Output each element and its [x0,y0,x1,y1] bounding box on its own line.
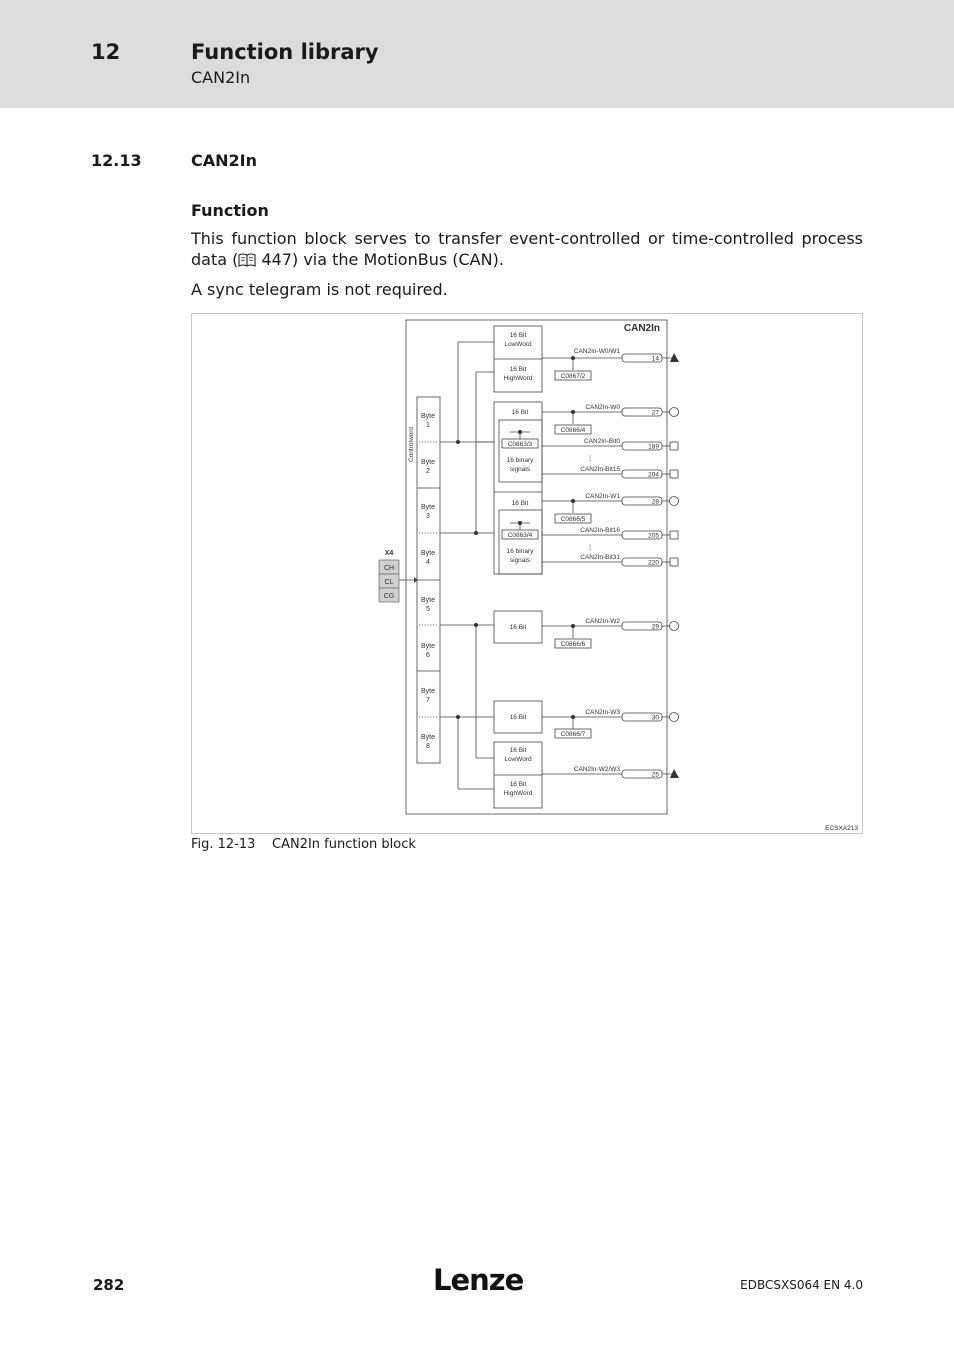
description-paragraph [191,228,863,270]
byte-number: 4 [426,559,430,566]
box-label: 16 binary [506,457,534,464]
box-label: LowWord [504,341,532,348]
x4-connector-label: X4 [384,550,394,557]
output-label: CAN2In-Bit0 [583,438,620,445]
byte-label: Byte [420,504,436,511]
code-label: C0867/2 [560,373,586,380]
x4-pin: CG [383,593,395,600]
byte-label: Byte [420,413,436,420]
output-number: 27 [651,409,659,417]
output-number: 205 [648,532,659,540]
function-heading: Function [191,201,269,220]
byte-label: Byte [420,734,436,741]
byte-number: 3 [426,513,430,520]
box-label: LowWord [504,756,532,763]
box-label: HighWord [503,790,533,797]
byte-number: 2 [426,468,430,475]
figure-caption-text: CAN2In function block [272,837,416,852]
output-label: CAN2In-W0 [585,404,620,411]
block-title: CAN2In [623,323,660,334]
section-number: 12.13 [91,151,142,170]
ellipsis: ⋮ [586,544,594,551]
box-label: 16 Bit [509,332,527,339]
byte-label: Byte [420,643,436,650]
figure-code: ECSXA213 [825,825,858,832]
section-title: CAN2In [191,151,257,170]
output-number: 25 [651,771,659,779]
code-label: C0866/4 [560,427,586,434]
document-reference: EDBCSXS064 EN 4.0 [740,1278,863,1292]
code-label: C0866/7 [560,731,586,738]
byte-number: 6 [426,652,430,659]
output-label: CAN2In-W2 [585,618,620,625]
ellipsis: ⋮ [586,455,594,462]
w2w3-output-triangle-icon [670,769,679,778]
output-label: CAN2In-W0/W1 [573,348,620,355]
lenze-logo: Lenze [433,1263,524,1297]
box-label: 16 binary [506,548,534,555]
output-label: CAN2In-Bit31 [580,554,620,561]
box-label: 16 Bit [509,747,527,754]
chapter-header-band [0,0,954,108]
byte-label: Byte [420,688,436,695]
controlword-label: Controlword [408,426,415,462]
byte-number: 8 [426,743,430,750]
page-reference-link[interactable]: 447) via the MotionBus (CAN). [256,250,504,269]
box-label: 16 Bit [509,366,527,373]
code-label: C0866/6 [560,641,586,648]
box-label: 16 Bit [511,409,529,416]
w1-binary-box [499,510,542,574]
byte-label: Byte [420,459,436,466]
output-label: CAN2In-W1 [585,493,620,500]
page-number: 282 [93,1276,125,1294]
box-label: HighWord [503,375,533,382]
code-label: C0866/5 [560,516,586,523]
output-number: 29 [651,623,659,631]
output-label: CAN2In-Bit16 [580,527,620,534]
code-label: C0863/3 [507,441,533,448]
output-number: 220 [648,559,659,567]
box-label: 16 Bit [509,781,527,788]
output-number: 30 [651,714,659,722]
code-label: C0863/4 [507,532,533,539]
byte-label: Byte [420,550,436,557]
output-number: 204 [648,471,659,479]
byte-number: 7 [426,697,430,704]
chapter-number: 12 [91,40,121,64]
paragraph-text-start: This function block serves to transfer event-controlled or time-controlled process data ( [191,229,863,269]
sync-note-paragraph: A sync telegram is not required. [191,280,448,299]
output-label: CAN2In-W3 [585,709,620,716]
w0w1-output-triangle-icon [670,353,679,362]
output-number: 189 [648,443,659,451]
chapter-subtitle: CAN2In [191,68,251,87]
can2in-figure [191,313,863,834]
x4-pin: CH [383,565,395,572]
output-label: CAN2In-Bit15 [580,466,620,473]
can2in-block-frame [406,320,667,814]
chapter-title: Function library [191,40,379,64]
box-label: 16 Bit [509,714,527,721]
byte-number: 1 [426,422,430,429]
box-label: signals [509,557,531,564]
box-label: 16 Bit [511,500,529,507]
output-number: 14 [651,355,659,363]
byte-label: Byte [420,597,436,604]
can2in-function-block-diagram [192,314,864,835]
x4-pin: CL [384,579,394,586]
figure-caption-number: Fig. 12-13 [191,837,256,852]
book-reference-icon [238,253,256,267]
box-label: 16 Bit [509,624,527,631]
box-label: signals [509,466,531,473]
output-label: CAN2In-W2/W3 [573,766,620,773]
output-number: 28 [651,498,659,506]
byte-number: 5 [426,606,430,613]
